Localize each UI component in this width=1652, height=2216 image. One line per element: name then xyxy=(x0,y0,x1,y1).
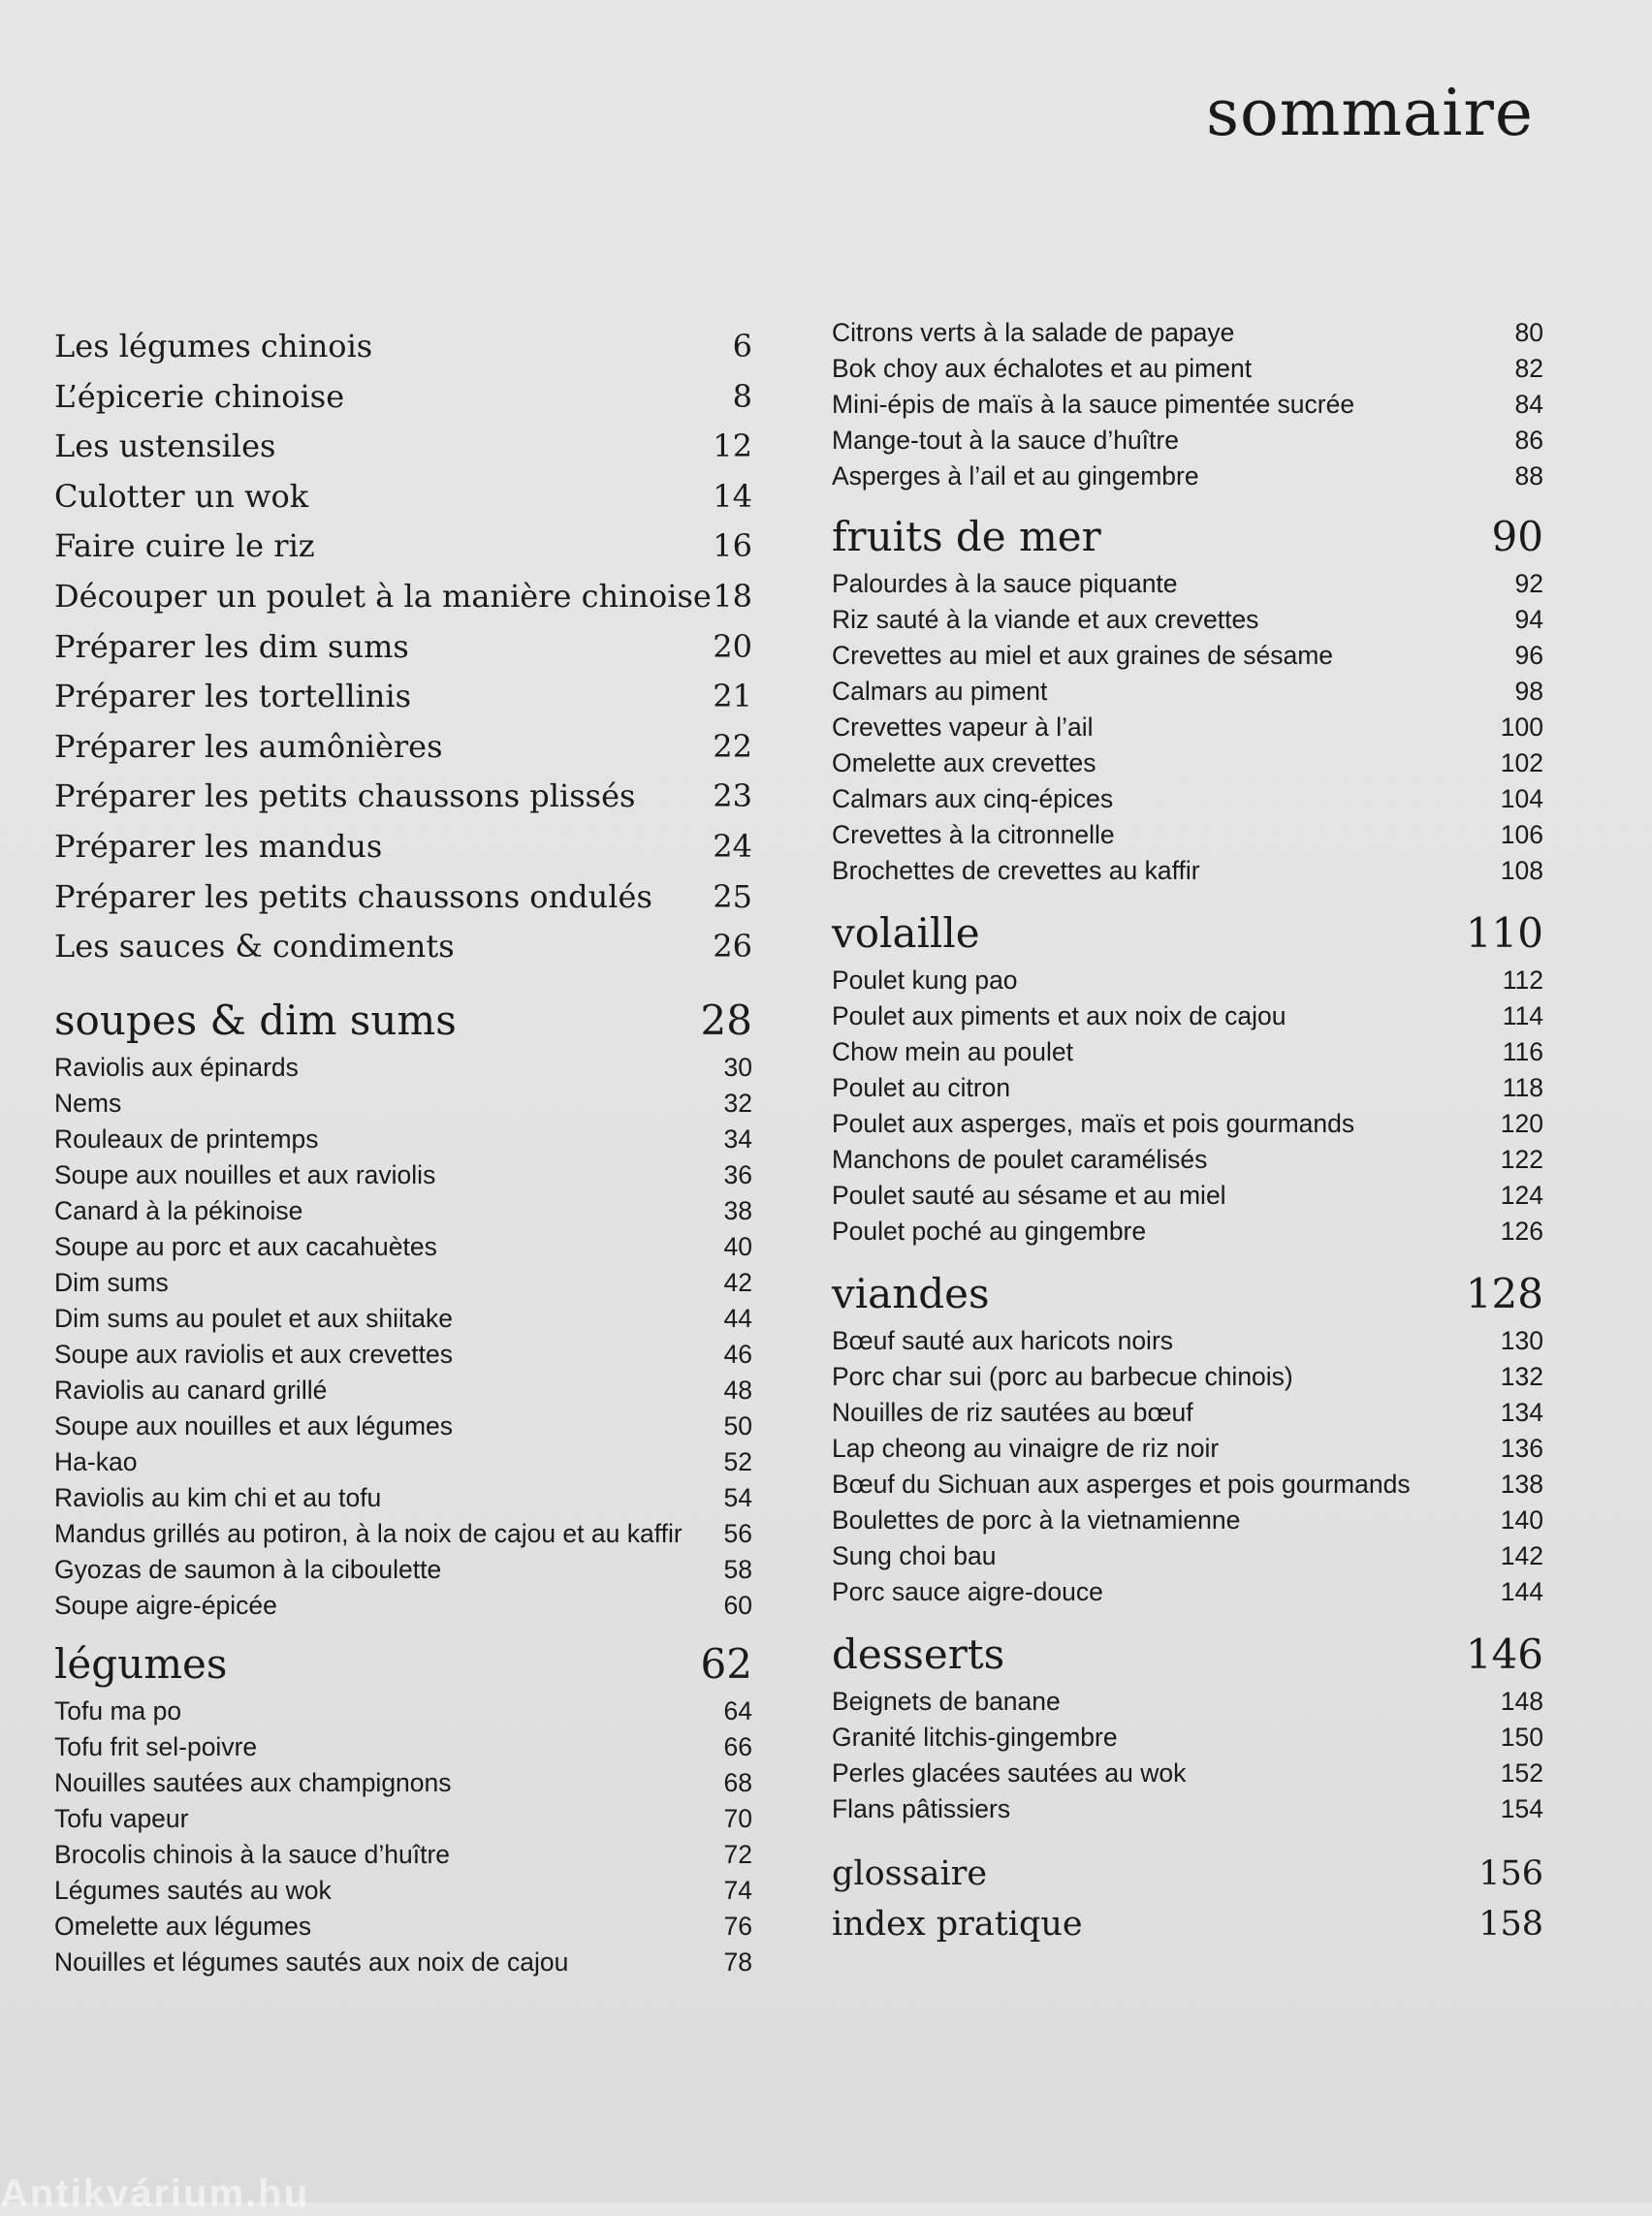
section-page: 156 xyxy=(1478,1854,1543,1893)
recipe-entry xyxy=(54,1122,752,1157)
section-heading xyxy=(832,1626,1543,1684)
toc-entry xyxy=(54,622,752,673)
left-column xyxy=(54,322,752,1980)
recipe-label: Porc char sui (porc au barbecue chinois) xyxy=(832,1362,1293,1391)
recipe-entry xyxy=(832,1142,1543,1178)
recipe-label: Légumes sautés au wok xyxy=(54,1875,332,1905)
recipe-page: 34 xyxy=(723,1124,752,1154)
recipe-page: 30 xyxy=(723,1052,752,1082)
recipe-page: 108 xyxy=(1500,856,1543,885)
recipe-page: 46 xyxy=(723,1339,752,1369)
recipe-label: Calmars au piment xyxy=(832,677,1048,706)
recipe-entry xyxy=(832,1106,1543,1142)
recipe-label: Asperges à l’ail et au gingembre xyxy=(832,461,1199,491)
recipe-page: 58 xyxy=(723,1554,752,1584)
recipe-page: 144 xyxy=(1500,1577,1543,1606)
recipe-label: Soupe aux nouilles et aux légumes xyxy=(54,1410,454,1440)
recipe-label: Flans pâtissiers xyxy=(832,1794,1011,1823)
recipe-label: Soupe aux raviolis et aux crevettes xyxy=(54,1339,453,1369)
toc-label: Préparer les mandus xyxy=(54,827,383,865)
recipe-label: Dim sums au poulet et aux shiitake xyxy=(54,1303,453,1333)
toc-page: 14 xyxy=(713,477,752,515)
section-page: 110 xyxy=(1465,909,1543,957)
recipe-entry xyxy=(832,1395,1543,1431)
recipe-entry xyxy=(54,1480,752,1516)
recipe-page: 80 xyxy=(1514,318,1543,347)
toc-label: Préparer les petits chaussons plissés xyxy=(54,777,636,815)
recipe-page: 122 xyxy=(1500,1145,1543,1174)
recipe-label: Omelette aux crevettes xyxy=(832,748,1096,777)
recipe-entry xyxy=(832,1467,1543,1503)
recipe-label: Poulet aux piments et aux noix de cajou xyxy=(832,1001,1287,1030)
recipe-entry xyxy=(832,963,1543,998)
toc-page: 24 xyxy=(713,827,752,865)
recipe-label: Mini-épis de maïs à la sauce pimentée sucrée xyxy=(832,390,1355,419)
recipe-entry xyxy=(832,998,1543,1034)
recipe-entry xyxy=(54,1516,752,1552)
section-title: fruits de mer xyxy=(832,513,1101,560)
recipe-entry xyxy=(832,745,1543,781)
recipe-label: Rouleaux de printemps xyxy=(54,1124,319,1154)
recipe-page: 138 xyxy=(1500,1470,1543,1499)
recipe-label: Granité litchis-gingembre xyxy=(832,1723,1118,1752)
recipe-label: Beignets de banane xyxy=(832,1687,1061,1716)
section-soupes xyxy=(54,992,752,1624)
recipe-entry xyxy=(832,1756,1543,1791)
recipe-entry xyxy=(832,1684,1543,1720)
recipe-page: 132 xyxy=(1500,1362,1543,1391)
recipe-label: Porc sauce aigre-douce xyxy=(832,1577,1103,1606)
section-title: soupes & dim sums xyxy=(54,996,457,1044)
recipe-page: 56 xyxy=(723,1518,752,1548)
recipe-entry xyxy=(832,1720,1543,1756)
recipe-page: 152 xyxy=(1500,1758,1543,1788)
recipe-page: 38 xyxy=(723,1195,752,1225)
section-page: 128 xyxy=(1465,1270,1543,1317)
toc-entry xyxy=(54,572,752,622)
recipe-page: 136 xyxy=(1500,1434,1543,1463)
recipe-entry xyxy=(54,1193,752,1229)
recipe-entry xyxy=(832,1574,1543,1610)
right-column xyxy=(832,315,1543,1949)
section-viandes xyxy=(832,1265,1543,1610)
recipe-page: 98 xyxy=(1514,677,1543,706)
recipe-page: 130 xyxy=(1500,1326,1543,1355)
toc-page: 21 xyxy=(713,678,752,715)
recipe-label: Chow mein au poulet xyxy=(832,1037,1073,1066)
recipe-entry xyxy=(832,423,1543,459)
recipe-page: 82 xyxy=(1514,354,1543,383)
recipe-page: 150 xyxy=(1500,1723,1543,1752)
recipe-page: 106 xyxy=(1500,820,1543,849)
recipe-label: Tofu ma po xyxy=(54,1695,182,1725)
recipe-label: Soupe au porc et aux cacahuètes xyxy=(54,1231,437,1261)
toc-entry xyxy=(54,772,752,822)
recipe-page: 120 xyxy=(1500,1109,1543,1138)
recipe-label: Canard à la pékinoise xyxy=(54,1195,303,1225)
recipe-label: Lap cheong au vinaigre de riz noir xyxy=(832,1434,1220,1463)
recipe-page: 148 xyxy=(1500,1687,1543,1716)
recipe-label: Crevettes vapeur à l’ail xyxy=(832,712,1094,742)
recipe-label: Poulet kung pao xyxy=(832,966,1018,995)
toc-entry xyxy=(54,922,752,972)
recipe-entry xyxy=(832,351,1543,387)
recipe-entry xyxy=(54,1873,752,1909)
recipe-label: Mandus grillés au potiron, à la noix de cajou et au kaffir xyxy=(54,1518,683,1548)
section-page: 158 xyxy=(1478,1905,1543,1944)
recipe-entry xyxy=(54,1729,752,1765)
recipe-page: 74 xyxy=(723,1875,752,1905)
recipe-entry xyxy=(832,1431,1543,1467)
toc-label: Découper un poulet à la manière chinoise xyxy=(54,577,712,615)
recipe-page: 78 xyxy=(723,1947,752,1977)
recipe-entry xyxy=(54,1409,752,1444)
recipe-label: Sung choi bau xyxy=(832,1541,997,1570)
toc-entry xyxy=(54,472,752,522)
toc-entry xyxy=(54,672,752,722)
section-title: volaille xyxy=(832,909,980,957)
recipe-label: Poulet poché au gingembre xyxy=(832,1217,1147,1246)
recipe-label: Raviolis aux épinards xyxy=(54,1052,299,1082)
section-legumes xyxy=(54,1635,752,1980)
toc-label: Culotter un wok xyxy=(54,477,309,515)
recipe-page: 42 xyxy=(723,1267,752,1297)
section-heading xyxy=(832,1265,1543,1323)
recipe-label: Nouilles sautées aux champignons xyxy=(54,1767,452,1797)
recipe-label: Ha-kao xyxy=(54,1446,138,1476)
recipe-entry xyxy=(832,1359,1543,1395)
section-page: 62 xyxy=(700,1639,752,1688)
section-title: légumes xyxy=(54,1639,228,1688)
recipe-page: 116 xyxy=(1502,1037,1543,1066)
recipe-entry xyxy=(832,817,1543,853)
section-legumes-continued xyxy=(832,315,1543,494)
toc-page: 20 xyxy=(713,627,752,665)
recipe-page: 52 xyxy=(723,1446,752,1476)
recipe-page: 114 xyxy=(1502,1001,1543,1030)
recipe-page: 142 xyxy=(1500,1541,1543,1570)
toc-label: Préparer les aumônières xyxy=(54,727,443,765)
recipe-label: Perles glacées sautées au wok xyxy=(832,1758,1187,1788)
recipe-page: 88 xyxy=(1514,461,1543,491)
recipe-entry xyxy=(54,1588,752,1624)
toc-entry xyxy=(54,872,752,923)
toc-entry xyxy=(54,722,752,773)
recipe-entry xyxy=(54,1909,752,1945)
recipe-page: 102 xyxy=(1500,748,1543,777)
section-heading xyxy=(832,508,1543,566)
recipe-entry xyxy=(832,1323,1543,1359)
recipe-label: Manchons de poulet caramélisés xyxy=(832,1145,1208,1174)
recipe-label: Soupe aux nouilles et aux raviolis xyxy=(54,1159,436,1189)
recipe-page: 92 xyxy=(1514,569,1543,598)
recipe-label: Mange-tout à la sauce d’huître xyxy=(832,426,1179,455)
recipe-label: Tofu vapeur xyxy=(54,1803,189,1833)
recipe-label: Raviolis au canard grillé xyxy=(54,1375,328,1405)
recipe-label: Gyozas de saumon à la ciboulette xyxy=(54,1554,442,1584)
recipe-entry xyxy=(54,1229,752,1265)
recipe-page: 84 xyxy=(1514,390,1543,419)
recipe-label: Tofu frit sel-poivre xyxy=(54,1731,258,1761)
toc-page: 25 xyxy=(713,877,752,915)
recipe-page: 126 xyxy=(1500,1217,1543,1246)
recipe-page: 94 xyxy=(1514,605,1543,634)
section-title: viandes xyxy=(832,1270,990,1317)
recipe-entry xyxy=(832,710,1543,745)
recipe-page: 40 xyxy=(723,1231,752,1261)
recipe-label: Dim sums xyxy=(54,1267,169,1297)
recipe-entry xyxy=(832,781,1543,817)
recipe-entry xyxy=(832,853,1543,889)
toc-page: 26 xyxy=(713,928,752,966)
appendix-list xyxy=(832,1849,1543,1949)
section-fruits-de-mer xyxy=(832,508,1543,889)
section-page: 28 xyxy=(700,996,752,1044)
section-volaille xyxy=(832,904,1543,1250)
recipe-label: Citrons verts à la salade de papaye xyxy=(832,318,1235,347)
recipe-entry xyxy=(54,1337,752,1373)
section-heading xyxy=(54,992,752,1050)
toc-label: Préparer les dim sums xyxy=(54,627,409,665)
recipe-entry xyxy=(832,1791,1543,1827)
recipe-label: Brochettes de crevettes au kaffir xyxy=(832,856,1200,885)
recipe-page: 32 xyxy=(723,1088,752,1118)
toc-page: 6 xyxy=(732,328,752,364)
toc-page: 23 xyxy=(713,777,752,815)
section-page: 90 xyxy=(1491,513,1543,560)
recipe-entry xyxy=(54,1265,752,1301)
recipe-label: Omelette aux légumes xyxy=(54,1911,312,1941)
recipe-page: 72 xyxy=(723,1839,752,1869)
toc-label: Préparer les tortellinis xyxy=(54,678,411,715)
toc-label: Faire cuire le riz xyxy=(54,527,315,565)
toc-page: 16 xyxy=(713,527,752,565)
recipe-label: Brocolis chinois à la sauce d’huître xyxy=(54,1839,451,1869)
recipe-page: 100 xyxy=(1500,712,1543,742)
recipe-entry xyxy=(54,1694,752,1729)
recipe-label: Boulettes de porc à la vietnamienne xyxy=(832,1505,1241,1535)
recipe-entry xyxy=(54,1050,752,1086)
recipe-entry xyxy=(832,566,1543,602)
recipe-entry xyxy=(832,315,1543,351)
recipe-label: Riz sauté à la viande et aux crevettes xyxy=(832,605,1259,634)
section-heading xyxy=(832,904,1543,963)
recipe-label: Bok choy aux échalotes et au piment xyxy=(832,354,1253,383)
toc-entry xyxy=(54,822,752,872)
toc-label: Les sauces & condiments xyxy=(54,928,455,966)
toc-entry xyxy=(54,422,752,472)
recipe-label: Nouilles de riz sautées au bœuf xyxy=(832,1398,1193,1427)
recipe-page: 104 xyxy=(1500,784,1543,813)
recipe-page: 50 xyxy=(723,1410,752,1440)
recipe-page: 66 xyxy=(723,1731,752,1761)
recipe-entry xyxy=(54,1444,752,1480)
recipe-page: 68 xyxy=(723,1767,752,1797)
recipe-page: 112 xyxy=(1502,966,1543,995)
recipe-entry xyxy=(832,638,1543,674)
recipe-page: 44 xyxy=(723,1303,752,1333)
recipe-label: Poulet aux asperges, maïs et pois gourmands xyxy=(832,1109,1355,1138)
recipe-entry xyxy=(832,459,1543,494)
recipe-entry xyxy=(54,1373,752,1409)
recipe-page: 60 xyxy=(723,1590,752,1620)
recipe-label: Palourdes à la sauce piquante xyxy=(832,569,1178,598)
recipe-page: 36 xyxy=(723,1159,752,1189)
toc-entry-glossaire xyxy=(832,1849,1543,1899)
recipe-entry xyxy=(832,1034,1543,1070)
recipe-label: Nems xyxy=(54,1088,122,1118)
toc-label: Les ustensiles xyxy=(54,427,276,465)
toc-page: 22 xyxy=(713,727,752,765)
recipe-entry xyxy=(832,602,1543,638)
recipe-entry xyxy=(54,1552,752,1588)
recipe-entry xyxy=(54,1301,752,1337)
recipe-label: Bœuf du Sichuan aux asperges et pois gourmands xyxy=(832,1470,1411,1499)
recipe-entry xyxy=(54,1945,752,1980)
toc-entry-index xyxy=(832,1899,1543,1949)
recipe-label: Poulet sauté au sésame et au miel xyxy=(832,1181,1226,1210)
recipe-entry xyxy=(54,1801,752,1837)
recipe-entry xyxy=(54,1157,752,1193)
toc-entry xyxy=(54,322,752,372)
recipe-page: 54 xyxy=(723,1482,752,1512)
recipe-label: Nouilles et légumes sautés aux noix de cajou xyxy=(54,1947,569,1977)
recipe-entry xyxy=(832,1503,1543,1538)
recipe-page: 124 xyxy=(1500,1181,1543,1210)
section-heading xyxy=(54,1635,752,1694)
recipe-entry xyxy=(832,1538,1543,1574)
recipe-label: Crevettes à la citronnelle xyxy=(832,820,1115,849)
toc-page: 18 xyxy=(713,577,752,615)
toc-label: L’épicerie chinoise xyxy=(54,377,345,415)
recipe-page: 96 xyxy=(1514,641,1543,670)
recipe-page: 154 xyxy=(1500,1794,1543,1823)
toc-label: Les légumes chinois xyxy=(54,328,373,364)
recipe-entry xyxy=(832,1070,1543,1106)
recipe-entry xyxy=(832,674,1543,710)
section-title: index pratique xyxy=(832,1905,1083,1944)
toc-page: 8 xyxy=(732,377,752,415)
toc-entry xyxy=(54,522,752,572)
recipe-label: Calmars aux cinq-épices xyxy=(832,784,1114,813)
recipe-entry xyxy=(832,387,1543,423)
recipe-label: Bœuf sauté aux haricots noirs xyxy=(832,1326,1174,1355)
recipe-page: 64 xyxy=(723,1695,752,1725)
toc-page: 12 xyxy=(713,427,752,465)
recipe-page: 134 xyxy=(1500,1398,1543,1427)
recipe-entry xyxy=(54,1765,752,1801)
intro-list xyxy=(54,322,752,972)
section-title: glossaire xyxy=(832,1854,988,1893)
recipe-label: Soupe aigre-épicée xyxy=(54,1590,277,1620)
recipe-entry xyxy=(832,1178,1543,1214)
watermark: Antikvárium.hu xyxy=(0,2172,310,2215)
page-title: sommaire xyxy=(1206,76,1534,150)
recipe-page: 48 xyxy=(723,1375,752,1405)
recipe-label: Raviolis au kim chi et au tofu xyxy=(54,1482,382,1512)
recipe-page: 140 xyxy=(1500,1505,1543,1535)
toc-label: Préparer les petits chaussons ondulés xyxy=(54,877,652,915)
recipe-page: 70 xyxy=(723,1803,752,1833)
recipe-label: Poulet au citron xyxy=(832,1073,1011,1102)
recipe-entry xyxy=(54,1086,752,1122)
recipe-page: 76 xyxy=(723,1911,752,1941)
section-desserts xyxy=(832,1626,1543,1827)
section-title: desserts xyxy=(832,1630,1005,1678)
recipe-entry xyxy=(832,1214,1543,1250)
recipe-label: Crevettes au miel et aux graines de sésame xyxy=(832,641,1334,670)
toc-entry xyxy=(54,372,752,423)
recipe-entry xyxy=(54,1837,752,1873)
section-page: 146 xyxy=(1465,1630,1543,1678)
recipe-page: 118 xyxy=(1502,1073,1543,1102)
recipe-page: 86 xyxy=(1514,426,1543,455)
